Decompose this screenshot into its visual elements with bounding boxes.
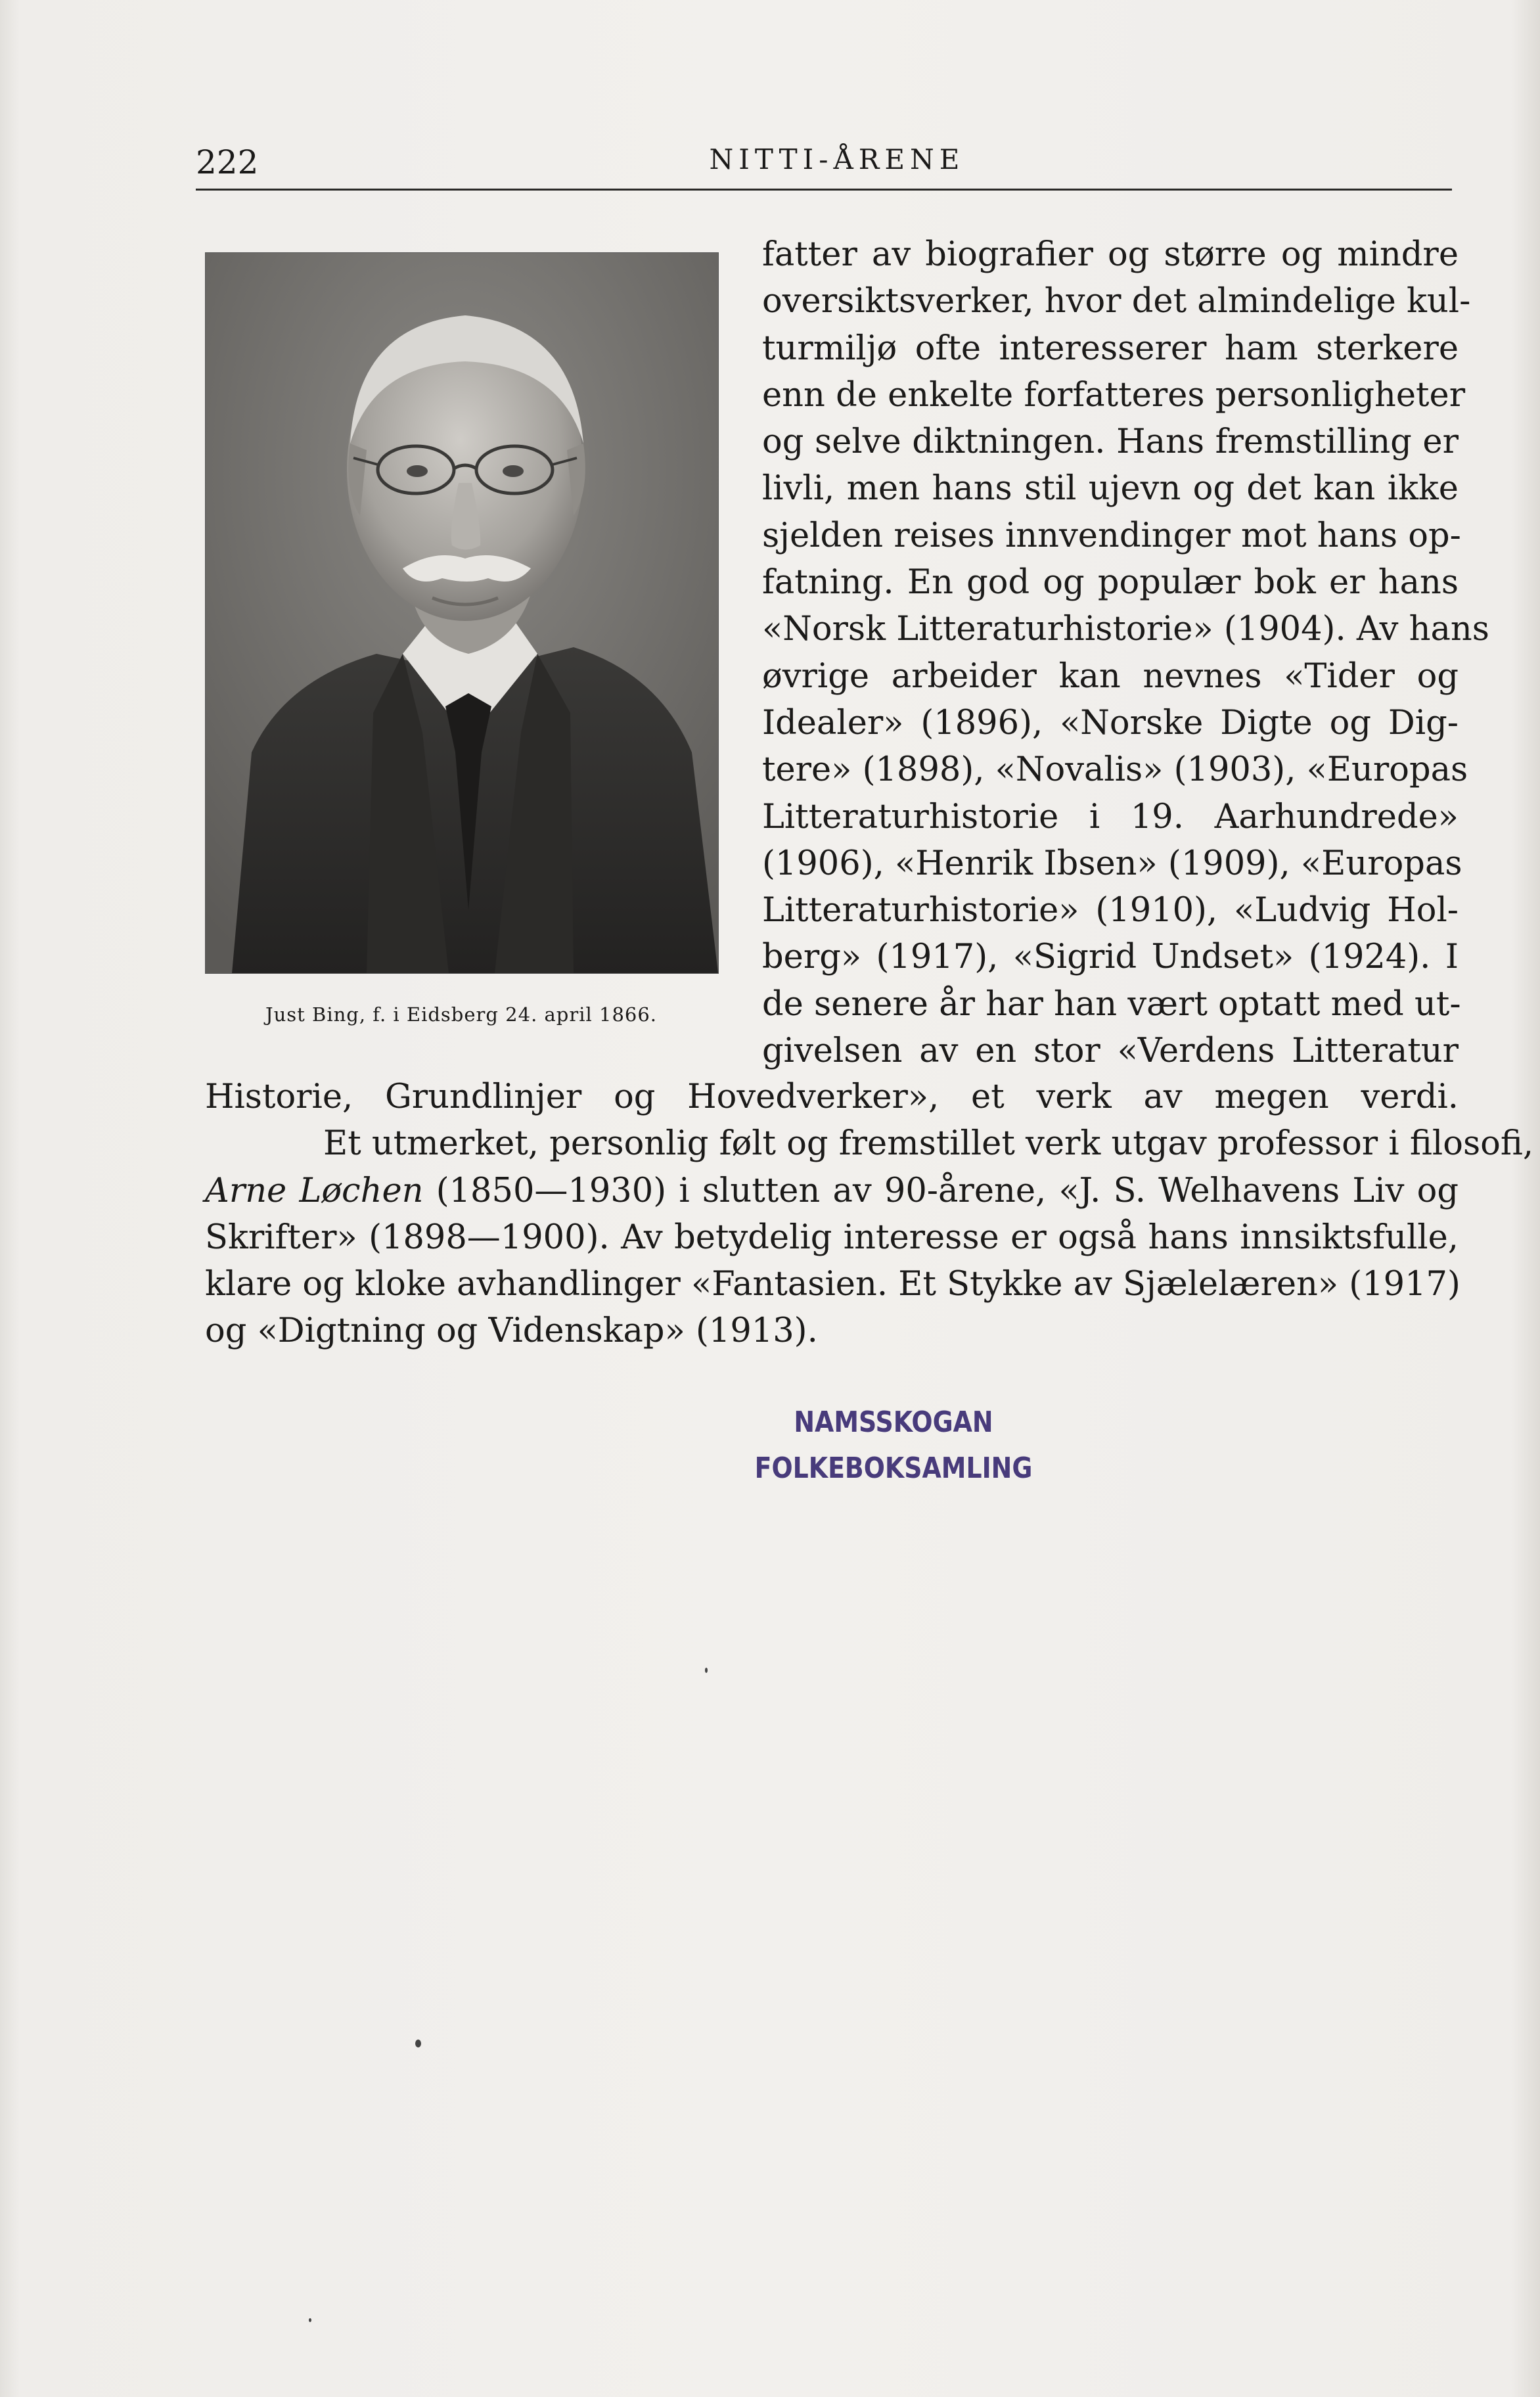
running-head [196, 139, 1452, 185]
text-line: «Norsk Litteraturhistorie» (1904). Av hans [762, 610, 1489, 649]
text-line: klare og kloke avhandlinger «Fantasien. Et Stykke av Sjælelæren» (1917) [205, 1265, 1461, 1304]
portrait-illustration [206, 253, 718, 973]
print-speck [705, 1668, 708, 1673]
right-column-text [762, 231, 1489, 1074]
text-line: berg» (1917), «Sigrid Undset» (1924). I [762, 938, 1459, 977]
text-line: og «Digtning og Videnskap» (1913). [205, 1312, 818, 1351]
full-width-text [205, 1074, 1534, 1355]
paragraph-first-line: Et utmerket, personlig følt og fremstillet verk utgav professor i filosofi, [323, 1124, 1534, 1164]
text-line: og selve diktningen. Hans fremstilling er [762, 422, 1459, 462]
text-line: Historie, Grundlinjer og Hovedverker», et verk av megen verdi. [205, 1078, 1459, 1116]
print-speck [415, 2040, 421, 2047]
portrait-photo [205, 252, 719, 974]
text-line: oversiktsverker, hvor det almindelige kul- [762, 282, 1471, 321]
page-number: 222 [196, 143, 259, 181]
text-span: (1850—1930) i slutten av 90-årene, «J. S. Welhavens Liv og [423, 1171, 1459, 1210]
stamp-line: NAMSSKOGAN [794, 1405, 993, 1439]
stamp-line: FOLKEBOKSAMLING [754, 1451, 1033, 1485]
text-line: Litteraturhistorie» (1910), «Ludvig Hol- [762, 891, 1459, 930]
header-rule [196, 189, 1452, 191]
text-line: fatter av biografier og større og mindre [762, 235, 1459, 274]
text-line: Idealer» (1896), «Norske Digte og Dig- [762, 703, 1459, 742]
text-line: enn de enkelte forfatteres personligheter [762, 375, 1466, 415]
print-speck [309, 2318, 311, 2322]
text-line: tere» (1898), «Novalis» (1903), «Europas [762, 750, 1468, 790]
text-line: (1906), «Henrik Ibsen» (1909), «Europas [762, 844, 1462, 883]
text-line: øvrige arbeider kan nevnes «Tider og [762, 656, 1459, 696]
author-name: Arne Løchen [205, 1171, 424, 1210]
text-line: Skrifter» (1898—1900). Av betydelig interesse er også hans innsiktsfulle, [205, 1218, 1459, 1257]
text-line: de senere år har han vært optatt med ut- [762, 984, 1461, 1024]
text-line: fatning. En god og populær bok er hans [762, 563, 1459, 603]
library-stamp [724, 1400, 1063, 1492]
text-line: sjelden reises innvendinger mot hans op- [762, 516, 1461, 555]
text-line: givelsen av en stor «Verdens Litteratur [762, 1032, 1459, 1071]
section-title: NITTI-ÅRENE [709, 143, 965, 175]
text-line-with-name [205, 1168, 1459, 1214]
text-line: Litteraturhistorie i 19. Aarhundrede» [762, 797, 1459, 836]
text-line: turmiljø ofte interesserer ham sterkere [762, 329, 1459, 368]
text-line: livli, men hans stil ujevn og det kan ikke [762, 469, 1459, 509]
figure-caption: Just Bing, f. i Eidsberg 24. april 1866. [265, 1003, 658, 1026]
